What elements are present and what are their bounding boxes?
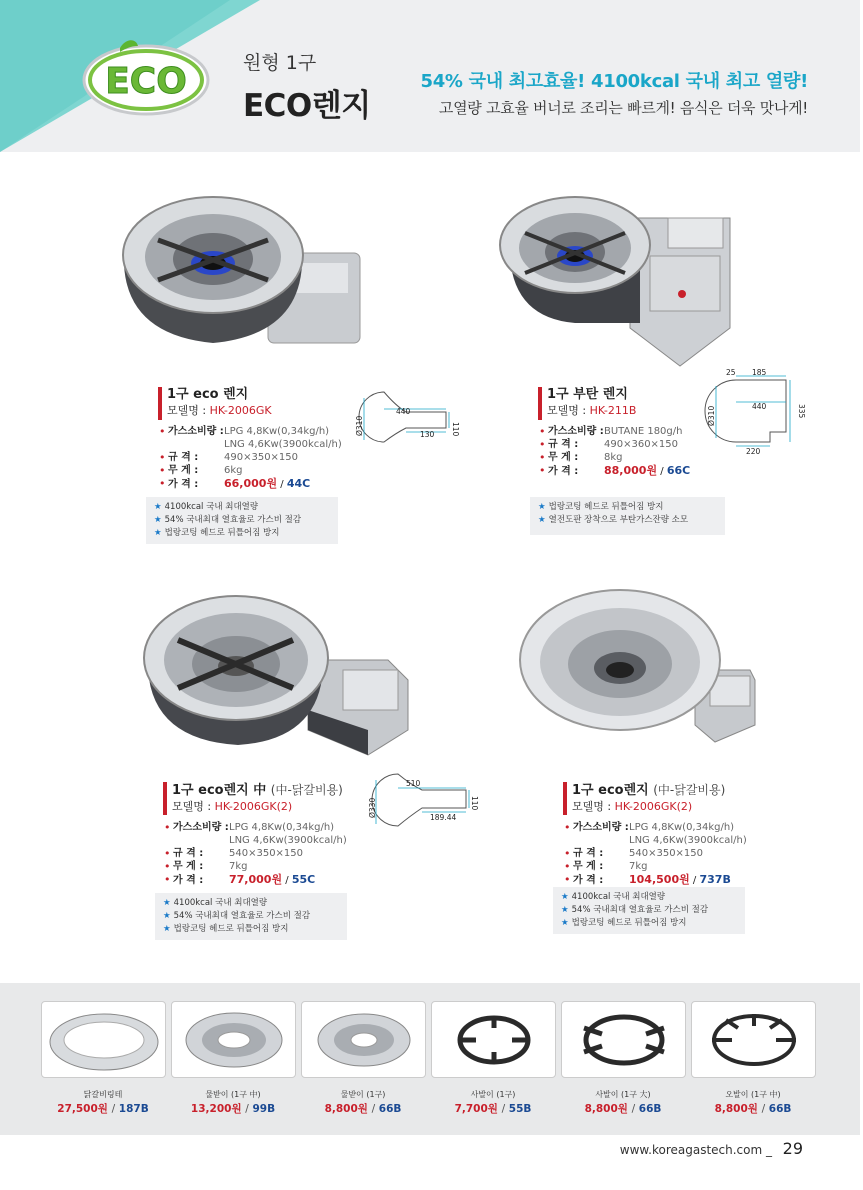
accessory-price: 13,200원 / 99B — [190, 1103, 276, 1115]
accessory-price: 8,800원 / 66B — [584, 1103, 662, 1115]
svg-text:Ø310: Ø310 — [707, 405, 716, 426]
svg-text:25: 25 — [726, 368, 736, 377]
svg-text:220: 220 — [746, 447, 761, 456]
svg-text:ECO: ECO — [105, 61, 187, 102]
spec-price: • 가 격 : 104,500원 / 737B — [563, 873, 863, 887]
spec-gas: • 가스소비량 :LPG 4,8Kw(0,34kg/h) — [563, 821, 863, 834]
product-image-eco-range — [118, 185, 368, 365]
page-number: 29 — [782, 1139, 803, 1158]
feature-item: ★ 4100kcal 국내 최대열량 — [163, 898, 268, 908]
feature-item: ★ 4100kcal 국내 최대열량 — [154, 502, 259, 512]
feature-item: ★ 열전도판 장착으로 부탄가스잔량 소모 — [538, 515, 689, 525]
accessory-card — [41, 1001, 166, 1078]
spec-gas: • 가스소비량 :LPG 4,8Kw(0,34kg/h) — [158, 425, 458, 438]
drip-pan-medium-image — [172, 1002, 297, 1079]
product-model: 모델명 : HK-211B — [547, 404, 637, 417]
product-name: 1구 eco렌지 中 (中-닭갈비용) — [163, 782, 463, 799]
product-info-1 — [158, 387, 458, 491]
drip-pan-image — [302, 1002, 427, 1079]
feature-item: ★ 법랑코팅 헤드로 뒤틀어짐 방지 — [538, 502, 664, 512]
spec-list — [163, 821, 463, 887]
feature-box-2 — [530, 497, 725, 535]
accessory-price: 8,800원 / 66B — [714, 1103, 792, 1115]
eco-logo — [80, 38, 212, 118]
grate-large-image — [562, 1002, 687, 1079]
product-name: 1구 eco렌지 (中-닭갈비용) — [563, 782, 863, 799]
feature-item: ★ 법랑코팅 헤드로 뒤틀어짐 방지 — [154, 528, 280, 538]
feature-item: ★ 54% 국내최대 열효율로 가스비 절감 — [154, 515, 302, 525]
svg-text:510: 510 — [406, 779, 421, 788]
feature-item: ★ 법랑코팅 헤드로 뒤틀어짐 방지 — [163, 924, 289, 934]
spec-weight: • 무 게 : 6kg — [158, 464, 458, 477]
accessory-card — [561, 1001, 686, 1078]
svg-text:110: 110 — [470, 796, 479, 811]
page-header — [0, 0, 860, 152]
svg-text:440: 440 — [752, 402, 767, 411]
svg-text:130: 130 — [420, 430, 435, 439]
spec-weight: • 무 게 : 7kg — [163, 860, 463, 873]
spec-size: • 규 격 : 540×350×150 — [163, 847, 463, 860]
product-model: 모델명 : HK-2006GK — [167, 404, 272, 417]
spec-gas-2: LNG 4,6Kw(3900kcal/h) — [229, 835, 347, 846]
spec-gas-2: LNG 4,6Kw(3900kcal/h) — [629, 835, 747, 846]
product-info-3 — [163, 782, 463, 887]
feature-item: ★ 54% 국내최대 열효율로 가스비 절감 — [561, 905, 709, 915]
spec-size: • 규 격 : 490×360×150 — [538, 438, 838, 451]
feature-box-1 — [146, 497, 338, 544]
accessory-price: 27,500원 / 187B — [57, 1103, 149, 1115]
feature-item: ★ 4100kcal 국내 최대열량 — [561, 892, 666, 902]
svg-text:Ø330: Ø330 — [368, 797, 377, 818]
svg-text:110: 110 — [451, 422, 460, 437]
accessory-card — [301, 1001, 426, 1078]
spec-size: • 규 격 : 540×350×150 — [563, 847, 863, 860]
accessory-price: 8,800원 / 66B — [324, 1103, 402, 1115]
accessory-name: 닭갈비링테 — [83, 1090, 123, 1099]
svg-text:185: 185 — [752, 368, 767, 377]
accessory-name: 물받이 (1구) — [340, 1090, 386, 1099]
accessory-price: 7,700원 / 55B — [454, 1103, 532, 1115]
product-info-2 — [538, 387, 838, 478]
product-name: 1구 eco 렌지 — [158, 387, 458, 403]
accessory-name: 물받이 (1구 中) — [205, 1090, 261, 1099]
svg-text:335: 335 — [797, 404, 806, 419]
spec-gas: • 가스소비량 :BUTANE 180g/h — [538, 425, 838, 438]
accessory-name: 오발이 (1구 中) — [725, 1090, 781, 1099]
accessory-card — [691, 1001, 816, 1078]
spec-price: • 가 격 : 88,000원 / 66C — [538, 464, 838, 478]
spec-price: • 가 격 : 66,000원 / 44C — [158, 477, 458, 491]
spec-weight: • 무 게 : 7kg — [563, 860, 863, 873]
chicken-ring-image — [42, 1002, 167, 1079]
five-prong-grate-image — [692, 1002, 817, 1079]
svg-text:Ø310: Ø310 — [355, 415, 364, 436]
product-name: 1구 부탄 렌지 — [538, 387, 838, 403]
svg-text:189.44: 189.44 — [430, 813, 457, 822]
product-model: 모델명 : HK-2006GK(2) — [572, 800, 693, 813]
product-info-4 — [563, 782, 863, 887]
feature-box-4 — [553, 887, 745, 934]
spec-list — [538, 425, 838, 478]
product-image-butane-range — [490, 188, 740, 368]
spec-list — [563, 821, 863, 887]
feature-item: ★ 54% 국내최대 열효율로 가스비 절감 — [163, 911, 311, 921]
tagline: 고열량 고효율 버너로 조리는 빠르게! 음식은 더욱 맛나게! — [438, 99, 808, 117]
grate-image — [432, 1002, 557, 1079]
spec-gas: • 가스소비량 :LPG 4,8Kw(0,34kg/h) — [163, 821, 463, 834]
spec-weight: • 무 게 : 8kg — [538, 451, 838, 464]
product-image-eco-range-chicken — [515, 580, 765, 750]
headline: 54% 국내 최고효율! 4100kcal 국내 최고 열량! — [420, 71, 808, 92]
accessory-card — [171, 1001, 296, 1078]
page-subtitle: 원형 1구 — [243, 52, 317, 74]
spec-list — [158, 425, 458, 491]
spec-gas-2: LNG 4,6Kw(3900kcal/h) — [224, 439, 342, 450]
accessory-card — [431, 1001, 556, 1078]
page-title: ECO렌지 — [243, 88, 371, 124]
feature-item: ★ 법랑코팅 헤드로 뒤틀어짐 방지 — [561, 918, 687, 928]
product-image-eco-range-medium — [128, 580, 413, 760]
spec-size: • 규 격 : 490×350×150 — [158, 451, 458, 464]
footer-url[interactable]: www.koreagastech.com _ — [619, 1143, 772, 1157]
feature-box-3 — [155, 893, 347, 940]
accessory-name: 사발이 (1구 大) — [595, 1090, 651, 1099]
svg-text:440: 440 — [396, 407, 411, 416]
spec-price: • 가 격 : 77,000원 / 55C — [163, 873, 463, 887]
accessory-name: 사발이 (1구) — [470, 1090, 516, 1099]
product-model: 모델명 : HK-2006GK(2) — [172, 800, 293, 813]
